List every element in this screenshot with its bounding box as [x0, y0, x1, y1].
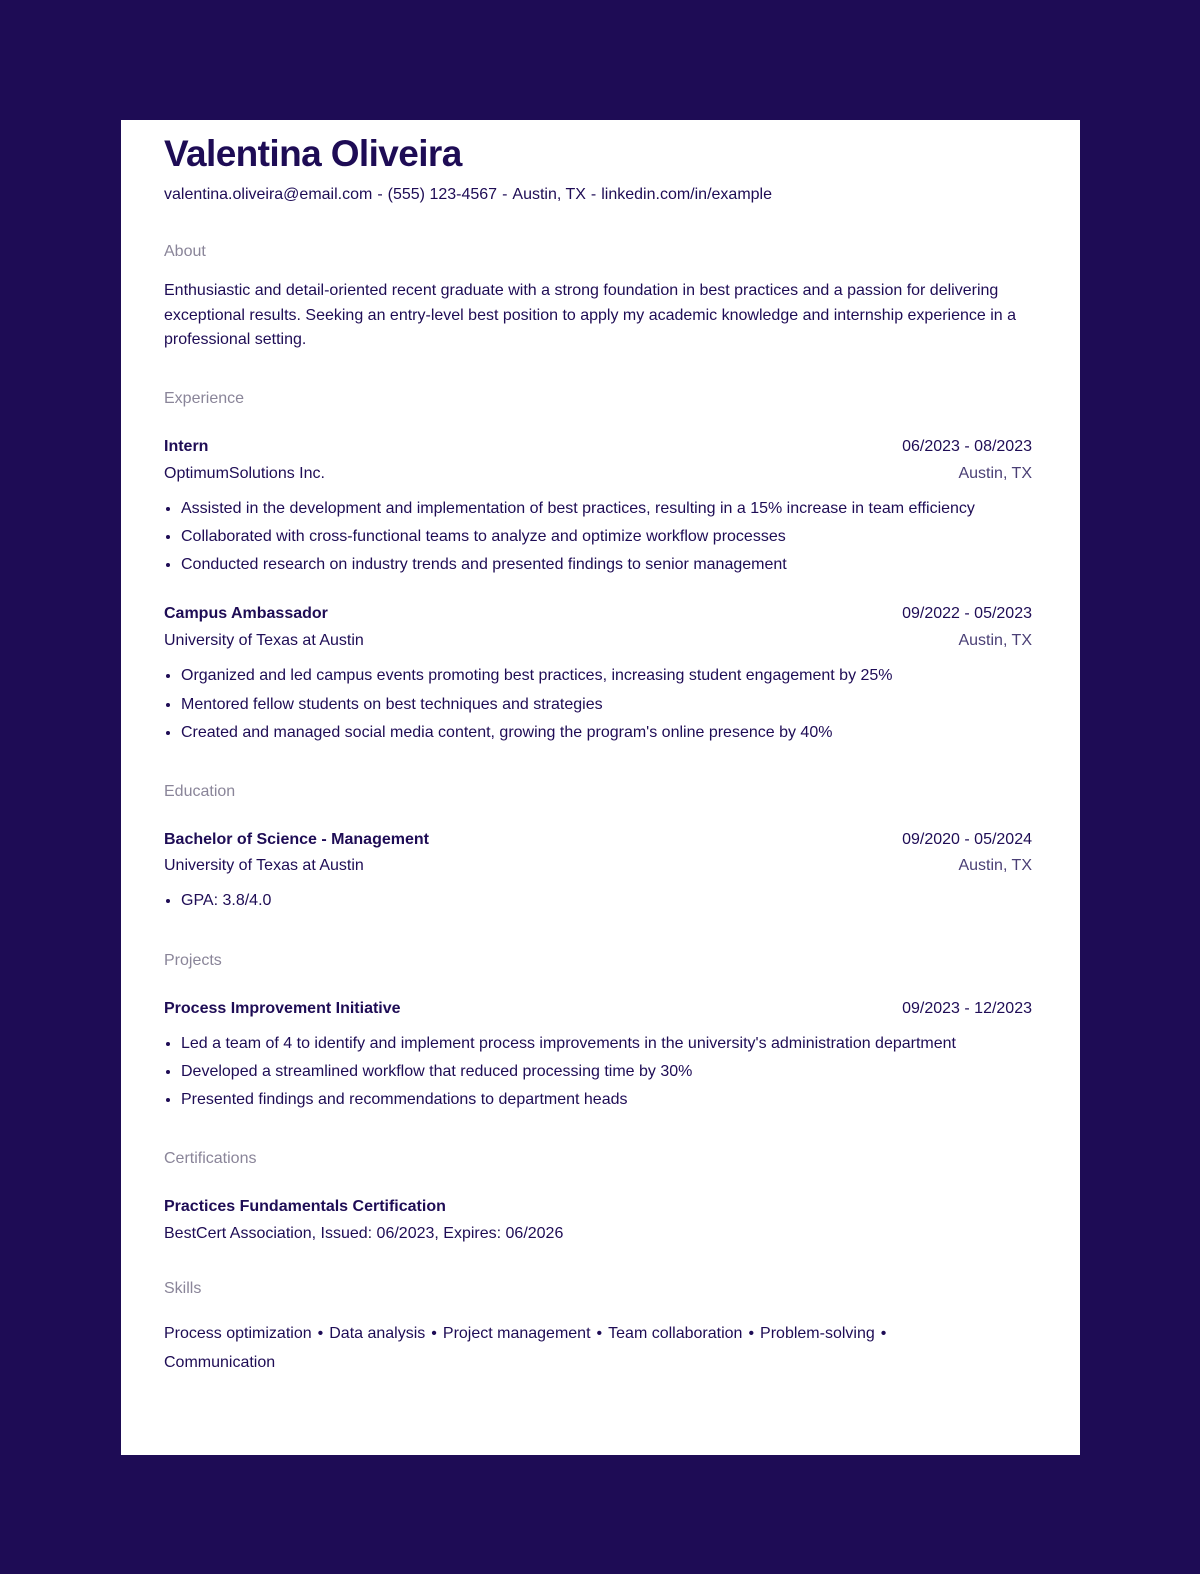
- skill-item: Problem-solving: [760, 1325, 875, 1343]
- contact-separator: -: [590, 186, 597, 203]
- experience-subheader: [164, 463, 1032, 485]
- project-header: [164, 998, 1032, 1020]
- job-dates: 09/2022 - 05/2023: [902, 605, 1032, 623]
- job-bullets: [164, 495, 1032, 580]
- section-title-about: About: [164, 243, 206, 260]
- skill-separator: •: [596, 1325, 603, 1343]
- job-bullets: [164, 662, 1032, 747]
- education-header: [164, 829, 1032, 851]
- skill-separator: •: [317, 1325, 324, 1343]
- list-item: • Assisted in the development and implementation of best practices, resulting in a 15% increase in team efficiency: [181, 495, 1032, 523]
- list-item: • GPA: 3.8/4.0: [181, 887, 1032, 915]
- project-entry: [164, 998, 1032, 1115]
- list-item: • Collaborated with cross-functional teams to analyze and optimize workflow processes: [181, 523, 1032, 551]
- job-company: OptimumSolutions Inc.: [164, 464, 325, 482]
- job-location: Austin, TX: [958, 632, 1032, 650]
- project-dates: 09/2023 - 12/2023: [902, 999, 1032, 1017]
- contact-linkedin[interactable]: linkedin.com/in/example: [601, 186, 772, 203]
- section-title-projects: Projects: [164, 951, 222, 969]
- job-role: Intern: [164, 437, 209, 455]
- school: University of Texas at Austin: [164, 857, 364, 875]
- contact-email[interactable]: valentina.oliveira@email.com: [164, 186, 373, 203]
- section-title-skills: Skills: [164, 1280, 202, 1298]
- certification-issuer: BestCert Association: [164, 1225, 312, 1243]
- degree: Bachelor of Science - Management: [164, 831, 429, 849]
- list-item: • Presented findings and recommendations to department heads: [181, 1086, 1032, 1114]
- list-item: • Led a team of 4 to identify and implement process improvements in the university's administration department: [181, 1030, 1032, 1058]
- experience-header: [164, 603, 1032, 625]
- skills-list: [164, 1320, 1032, 1377]
- skill-item: Process optimization: [164, 1325, 312, 1343]
- contact-separator: -: [377, 186, 383, 203]
- contact-location: Austin, TX: [512, 186, 586, 203]
- list-item: • Created and managed social media content, growing the program's online presence by 40%: [181, 719, 1032, 747]
- contact-phone: (555) 123-4567: [387, 186, 498, 203]
- section-title-experience: Experience: [164, 389, 245, 407]
- education-dates: 09/2020 - 05/2024: [902, 831, 1032, 849]
- list-item: • Mentored fellow students on best techniques and strategies: [181, 691, 1032, 719]
- certification-name: Practices Fundamentals Certification: [164, 1198, 446, 1216]
- job-role: Campus Ambassador: [164, 605, 328, 623]
- job-dates: 06/2023 - 08/2023: [902, 437, 1032, 455]
- education-subheader: [164, 855, 1032, 877]
- contact-line: [164, 184, 1032, 206]
- resume-page: [121, 120, 1080, 1455]
- experience-subheader: [164, 630, 1032, 652]
- list-item: • Developed a streamlined workflow that reduced processing time by 30%: [181, 1058, 1032, 1086]
- list-item: • Conducted research on industry trends and presented findings to senior management: [181, 551, 1032, 579]
- education-entry: [164, 829, 1032, 915]
- skill-separator: •: [748, 1325, 755, 1343]
- certification-dates: , Issued: 06/2023, Expires: 06/2026: [311, 1225, 564, 1243]
- list-item: • Organized and led campus events promoting best practices, increasing student engagement by 25%: [181, 662, 1032, 690]
- experience-entry: [164, 603, 1032, 747]
- skill-item: Communication: [164, 1353, 276, 1371]
- certification-entry: [164, 1196, 1032, 1245]
- job-location: Austin, TX: [958, 464, 1032, 482]
- job-company: University of Texas at Austin: [164, 632, 364, 650]
- education-bullets: [164, 887, 1032, 915]
- education-location: Austin, TX: [958, 857, 1032, 875]
- experience-entry: [164, 436, 1032, 580]
- section-title-certifications: Certifications: [164, 1150, 257, 1168]
- candidate-name: Valentina Oliveira: [164, 133, 462, 174]
- project-bullets: [164, 1030, 1032, 1115]
- skill-item: Data analysis: [329, 1325, 426, 1343]
- section-title-education: Education: [164, 783, 236, 801]
- certification-header: [164, 1196, 1032, 1218]
- skill-separator: •: [431, 1325, 437, 1343]
- skill-item: Project management: [442, 1325, 591, 1343]
- experience-header: [164, 436, 1032, 458]
- project-name: Process Improvement Initiative: [164, 999, 401, 1017]
- contact-separator: -: [502, 186, 508, 203]
- certification-details: [164, 1223, 1032, 1245]
- skill-item: Team collaboration: [608, 1325, 743, 1343]
- about-text: Enthusiastic and detail-oriented recent graduate with a strong foundation in best practices and a passion for delivering exceptional results. Seeking an entry-level best position to apply my academic knowledge and internship experience in a professional setting.: [164, 282, 1017, 348]
- skill-separator: •: [880, 1325, 887, 1343]
